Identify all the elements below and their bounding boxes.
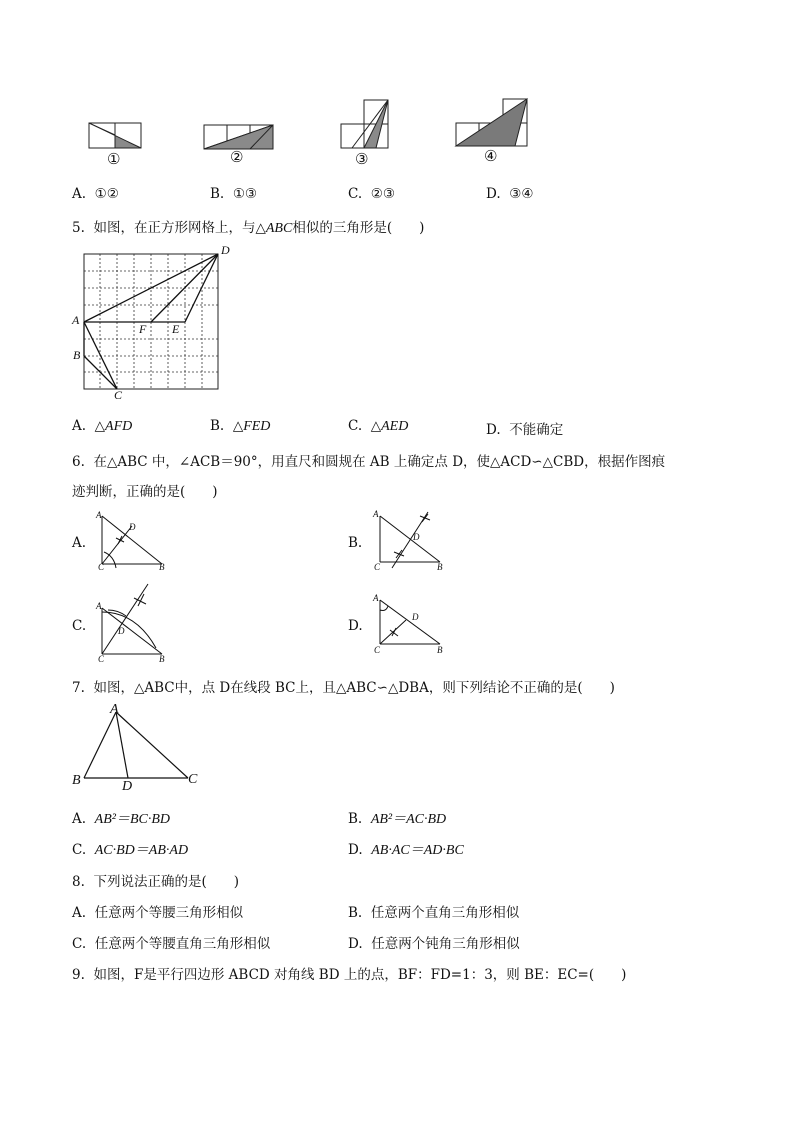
q7-point-b: B: [72, 773, 81, 788]
q6-figure-d: [372, 596, 448, 652]
q5-point-a: A: [72, 313, 80, 327]
q7-option-c[interactable]: C. AC·BD＝AB·AD: [72, 842, 189, 858]
q5-option-d[interactable]: D. 不能确定: [486, 422, 564, 438]
q6-b-point-b: B: [437, 562, 443, 572]
q8-stem: 8. 下列说法正确的是( ): [72, 874, 240, 890]
q6-d-point-b: B: [437, 645, 443, 655]
q6-a-point-c: C: [98, 562, 105, 572]
q6-b-point-a: A: [373, 509, 379, 519]
q5-point-b: B: [73, 348, 81, 362]
q4-figure-4-label: ④: [484, 147, 498, 165]
q6-figure-a: [96, 512, 168, 570]
q7-option-b[interactable]: B. AB²＝AC·BD: [348, 811, 447, 827]
q5-point-e: E: [172, 322, 180, 336]
q4-option-a[interactable]: A. ①②: [72, 186, 119, 202]
q4-option-b[interactable]: B. ①③: [210, 186, 258, 202]
q6-b-point-d: D: [413, 532, 420, 542]
q4-figure-1-label: ①: [107, 150, 121, 168]
q6-stem-line2: 迹判断，正确的是( ): [72, 484, 218, 500]
q6-d-point-a: A: [373, 593, 379, 603]
q5-point-c: C: [114, 388, 123, 402]
q6-option-a[interactable]: A.: [72, 535, 87, 551]
q4-option-d[interactable]: D. ③④: [486, 186, 534, 202]
q6-a-point-a: A: [96, 510, 102, 520]
q7-stem: 7. 如图，△ABC中，点 D在线段 BC上，且△ABC∽△DBA，则下列结论不正确的是( ): [72, 680, 615, 696]
q6-c-point-d: D: [118, 626, 125, 636]
q6-stem-line1: 6. 在△ABC 中，∠ACB＝90°，用直尺和圆规在 AB 上确定点 D，使△ACD∽△CBD，根据作图痕: [72, 454, 666, 470]
q8-option-b[interactable]: B. 任意两个直角三角形相似: [348, 905, 520, 921]
q6-c-point-b: B: [159, 654, 165, 664]
q7-point-a: A: [110, 702, 119, 717]
q4-figure-3-label: ③: [355, 150, 369, 168]
q7-point-c: C: [188, 772, 198, 787]
q6-a-point-b: B: [159, 562, 165, 572]
q5-option-a[interactable]: A. △AFD: [72, 418, 133, 434]
q4-figure-2-label: ②: [230, 148, 244, 166]
q7-option-a[interactable]: A. AB²＝BC·BD: [72, 811, 170, 827]
q4-option-c[interactable]: C. ②③: [348, 186, 395, 202]
q6-a-point-d: D: [129, 522, 136, 532]
q6-b-point-c: C: [374, 562, 381, 572]
q6-c-point-c: C: [98, 654, 105, 664]
q6-option-b[interactable]: B.: [348, 535, 363, 551]
q8-option-d[interactable]: D. 任意两个钝角三角形相似: [348, 936, 520, 952]
q7-option-d[interactable]: D. AB·AC＝AD·BC: [348, 842, 464, 858]
q6-option-c[interactable]: C.: [72, 618, 87, 634]
q6-option-d[interactable]: D.: [348, 618, 363, 634]
q8-option-c[interactable]: C. 任意两个等腰直角三角形相似: [72, 936, 271, 952]
q6-d-point-d: D: [412, 612, 419, 622]
q4-figure-1: [88, 122, 144, 150]
q9-stem: 9. 如图，F是平行四边形 ABCD 对角线 BD 上的点，BF：FD=1：3，则 BE：EC=( ): [72, 967, 627, 983]
q5-point-f: F: [139, 322, 147, 336]
q5-option-c[interactable]: C. △AED: [348, 418, 409, 434]
q8-option-a[interactable]: A. 任意两个等腰三角形相似: [72, 905, 244, 921]
q4-figure-4: [455, 98, 531, 150]
q7-point-d: D: [122, 779, 133, 794]
q5-point-d: D: [221, 243, 230, 257]
q4-figure-3: [340, 99, 392, 153]
q6-d-point-c: C: [374, 645, 381, 655]
q6-c-point-a: A: [96, 601, 102, 611]
q7-triangle-figure: [76, 706, 202, 788]
q5-grid-figure: [70, 246, 240, 404]
q5-stem: 5. 如图，在正方形网格上，与△ABC相似的三角形是( ): [72, 220, 425, 236]
q6-figure-c: [96, 582, 170, 662]
q5-option-b[interactable]: B. △FED: [210, 418, 271, 434]
